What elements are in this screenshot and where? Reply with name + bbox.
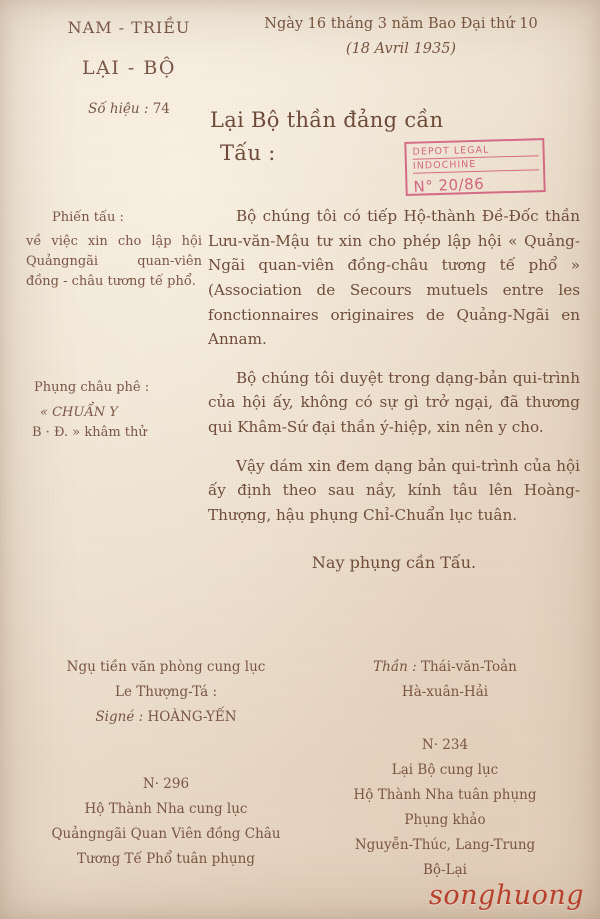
footer-right-official <box>310 655 580 680</box>
stamp-line-number: N° 20/86 <box>413 174 485 196</box>
date-lunar: Ngày 16 tháng 3 năm Bao Đại thứ 10 <box>264 16 538 32</box>
page-title-line1: Lại Bộ thần đảng cần <box>210 108 444 132</box>
stamp-line-depot-legal: DEPOT LEGAL <box>412 143 538 160</box>
date-gregorian: (18 Avril 1935) <box>345 41 457 57</box>
footer-left-association-line1: Quảngngãi Quan Viên đồng Châu <box>51 825 281 842</box>
footer-right-secondary-block <box>310 733 580 883</box>
page-title-line2: Tấu : <box>220 140 276 165</box>
organization-ministry: LẠI - BỘ <box>82 57 176 79</box>
body-paragraph-3: Vậy dám xin đem dạng bản qui-trình của hội ấy định theo sau nầy, kính tâu lên Hoàng-Thượng, hậu phụng Chỉ-Chuẩn lục tuân. <box>208 456 580 524</box>
watermark: songhuong <box>429 880 584 911</box>
margin-note-approval-line2: « CHUẨN Y <box>40 405 118 421</box>
margin-note-petition-title: Phiến tấu : <box>52 210 124 225</box>
footer-left-signature <box>16 705 316 730</box>
body-closing-formula: Nay phụng cần Tấu. <box>311 552 477 572</box>
margin-note-petition-body: về việc xin cho lập hội Quảngngãi quan-viên đồng - châu tương tế phổ. <box>26 234 202 290</box>
header-date-block <box>216 16 586 57</box>
footer-right-official-name2: Hà-xuân-Hải <box>401 683 489 700</box>
stamp-line-indochine: INDOCHINE <box>413 157 539 174</box>
footer-right-department: Bộ-Lại <box>423 861 467 878</box>
reference-number-value: 74 <box>152 101 170 117</box>
reference-number-label: Số hiệu : <box>88 101 149 117</box>
document-body <box>208 204 580 589</box>
body-paragraph-1: Bộ chúng tôi có tiếp Hộ-thành Đề-Đốc thần Lưu-văn-Mậu tư xin cho phép lập hội « Quảng-Ngãi quan-viên đồng-châu tương tế phổ » (Association de Secours mutuels entre les fonctionnaires originaires de Quảng-Ngãi en Annam. <box>208 207 580 349</box>
footer-left-block <box>16 655 316 872</box>
footer-right-block <box>310 655 580 883</box>
margin-note-approval-line3: B · Đ. » khâm thử <box>32 425 147 441</box>
margin-note-approval <box>26 378 202 443</box>
body-paragraph-2: Bộ chúng tôi duyệt trong dạng-bản qui-trình của hội ấy, không có sự gì trở ngại, đã thương qui Khâm-Sứ đại thần ý-hiệp, xin nên y cho. <box>208 368 580 436</box>
footer-left-line1: Ngụ tiền văn phòng cung lục <box>66 659 266 675</box>
footer-right-official-name: Thái-văn-Toản <box>420 659 517 675</box>
footer-right-review-line: Phụng khảo <box>404 811 486 828</box>
footer-left-line2: Le Thượng-Tá : <box>114 683 218 700</box>
footer-left-association-line2: Tương Tế Phổ tuân phụng <box>77 850 255 867</box>
footer-right-office-line: Hộ Thành Nha tuân phụng <box>353 786 537 803</box>
header-left-block <box>34 18 224 117</box>
footer-right-ministry-line: Lại Bộ cung lục <box>391 761 499 778</box>
footer-left-doc-number: N· 296 <box>142 775 190 792</box>
footer-right-official-label: Thần : <box>373 659 417 675</box>
footer-left-signature-label: Signé : <box>95 708 144 725</box>
footer-left-secondary-block <box>16 772 316 872</box>
footer-left-office-line: Hộ Thành Nha cung lục <box>84 800 248 817</box>
footer-right-doc-number: N· 234 <box>421 736 469 753</box>
footer-right-reviewer-name: Nguyễn-Thúc, Lang-Trung <box>354 836 536 853</box>
margin-note-approval-title: Phụng châu phê : <box>34 380 150 395</box>
organization-dynasty: NAM - TRIỀU <box>67 18 191 37</box>
legal-deposit-stamp <box>404 138 545 196</box>
footer-left-signature-name: HOÀNG-YẾN <box>147 708 237 725</box>
margin-note-petition <box>26 208 202 293</box>
